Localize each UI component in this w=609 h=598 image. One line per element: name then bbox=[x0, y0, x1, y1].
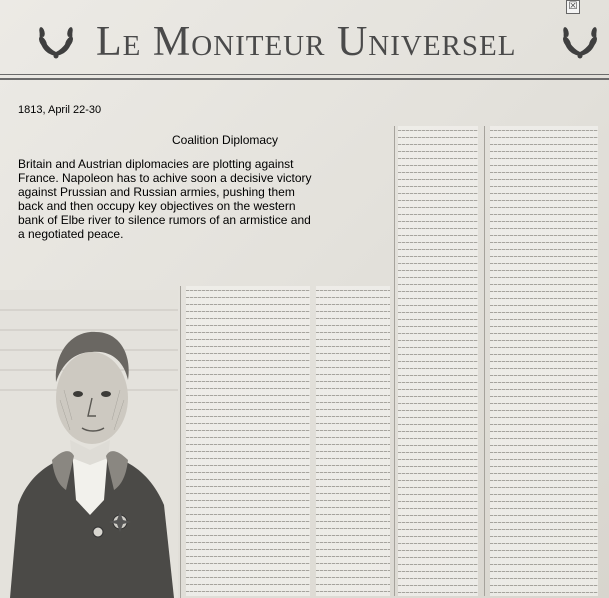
print-column bbox=[186, 286, 310, 596]
article-date: 1813, April 22-30 bbox=[18, 104, 102, 116]
masthead-title: Le Moniteur Universel bbox=[96, 19, 517, 65]
article-title: Coalition Diplomacy bbox=[172, 133, 279, 147]
column-divider bbox=[180, 286, 181, 598]
close-button[interactable]: ☒ bbox=[566, 0, 580, 14]
print-column bbox=[398, 126, 478, 596]
article-body: Britain and Austrian diplomacies are plotting against France. Napoleon has to achive soon a decisive victory against Prussian and Russian armies, pushing them back and then occupy key objectives on the western bank of Elbe river to silence rumors of an armistice and a negotiated peace. bbox=[18, 157, 312, 241]
laurel-wreath-icon bbox=[558, 16, 602, 60]
masthead-rule bbox=[0, 78, 609, 80]
print-column bbox=[490, 126, 598, 596]
masthead-rule bbox=[0, 74, 609, 75]
column-divider bbox=[484, 126, 485, 596]
laurel-wreath-icon bbox=[34, 16, 78, 60]
column-divider bbox=[394, 126, 395, 596]
print-column bbox=[316, 286, 390, 596]
portrait-engraving bbox=[0, 290, 178, 598]
